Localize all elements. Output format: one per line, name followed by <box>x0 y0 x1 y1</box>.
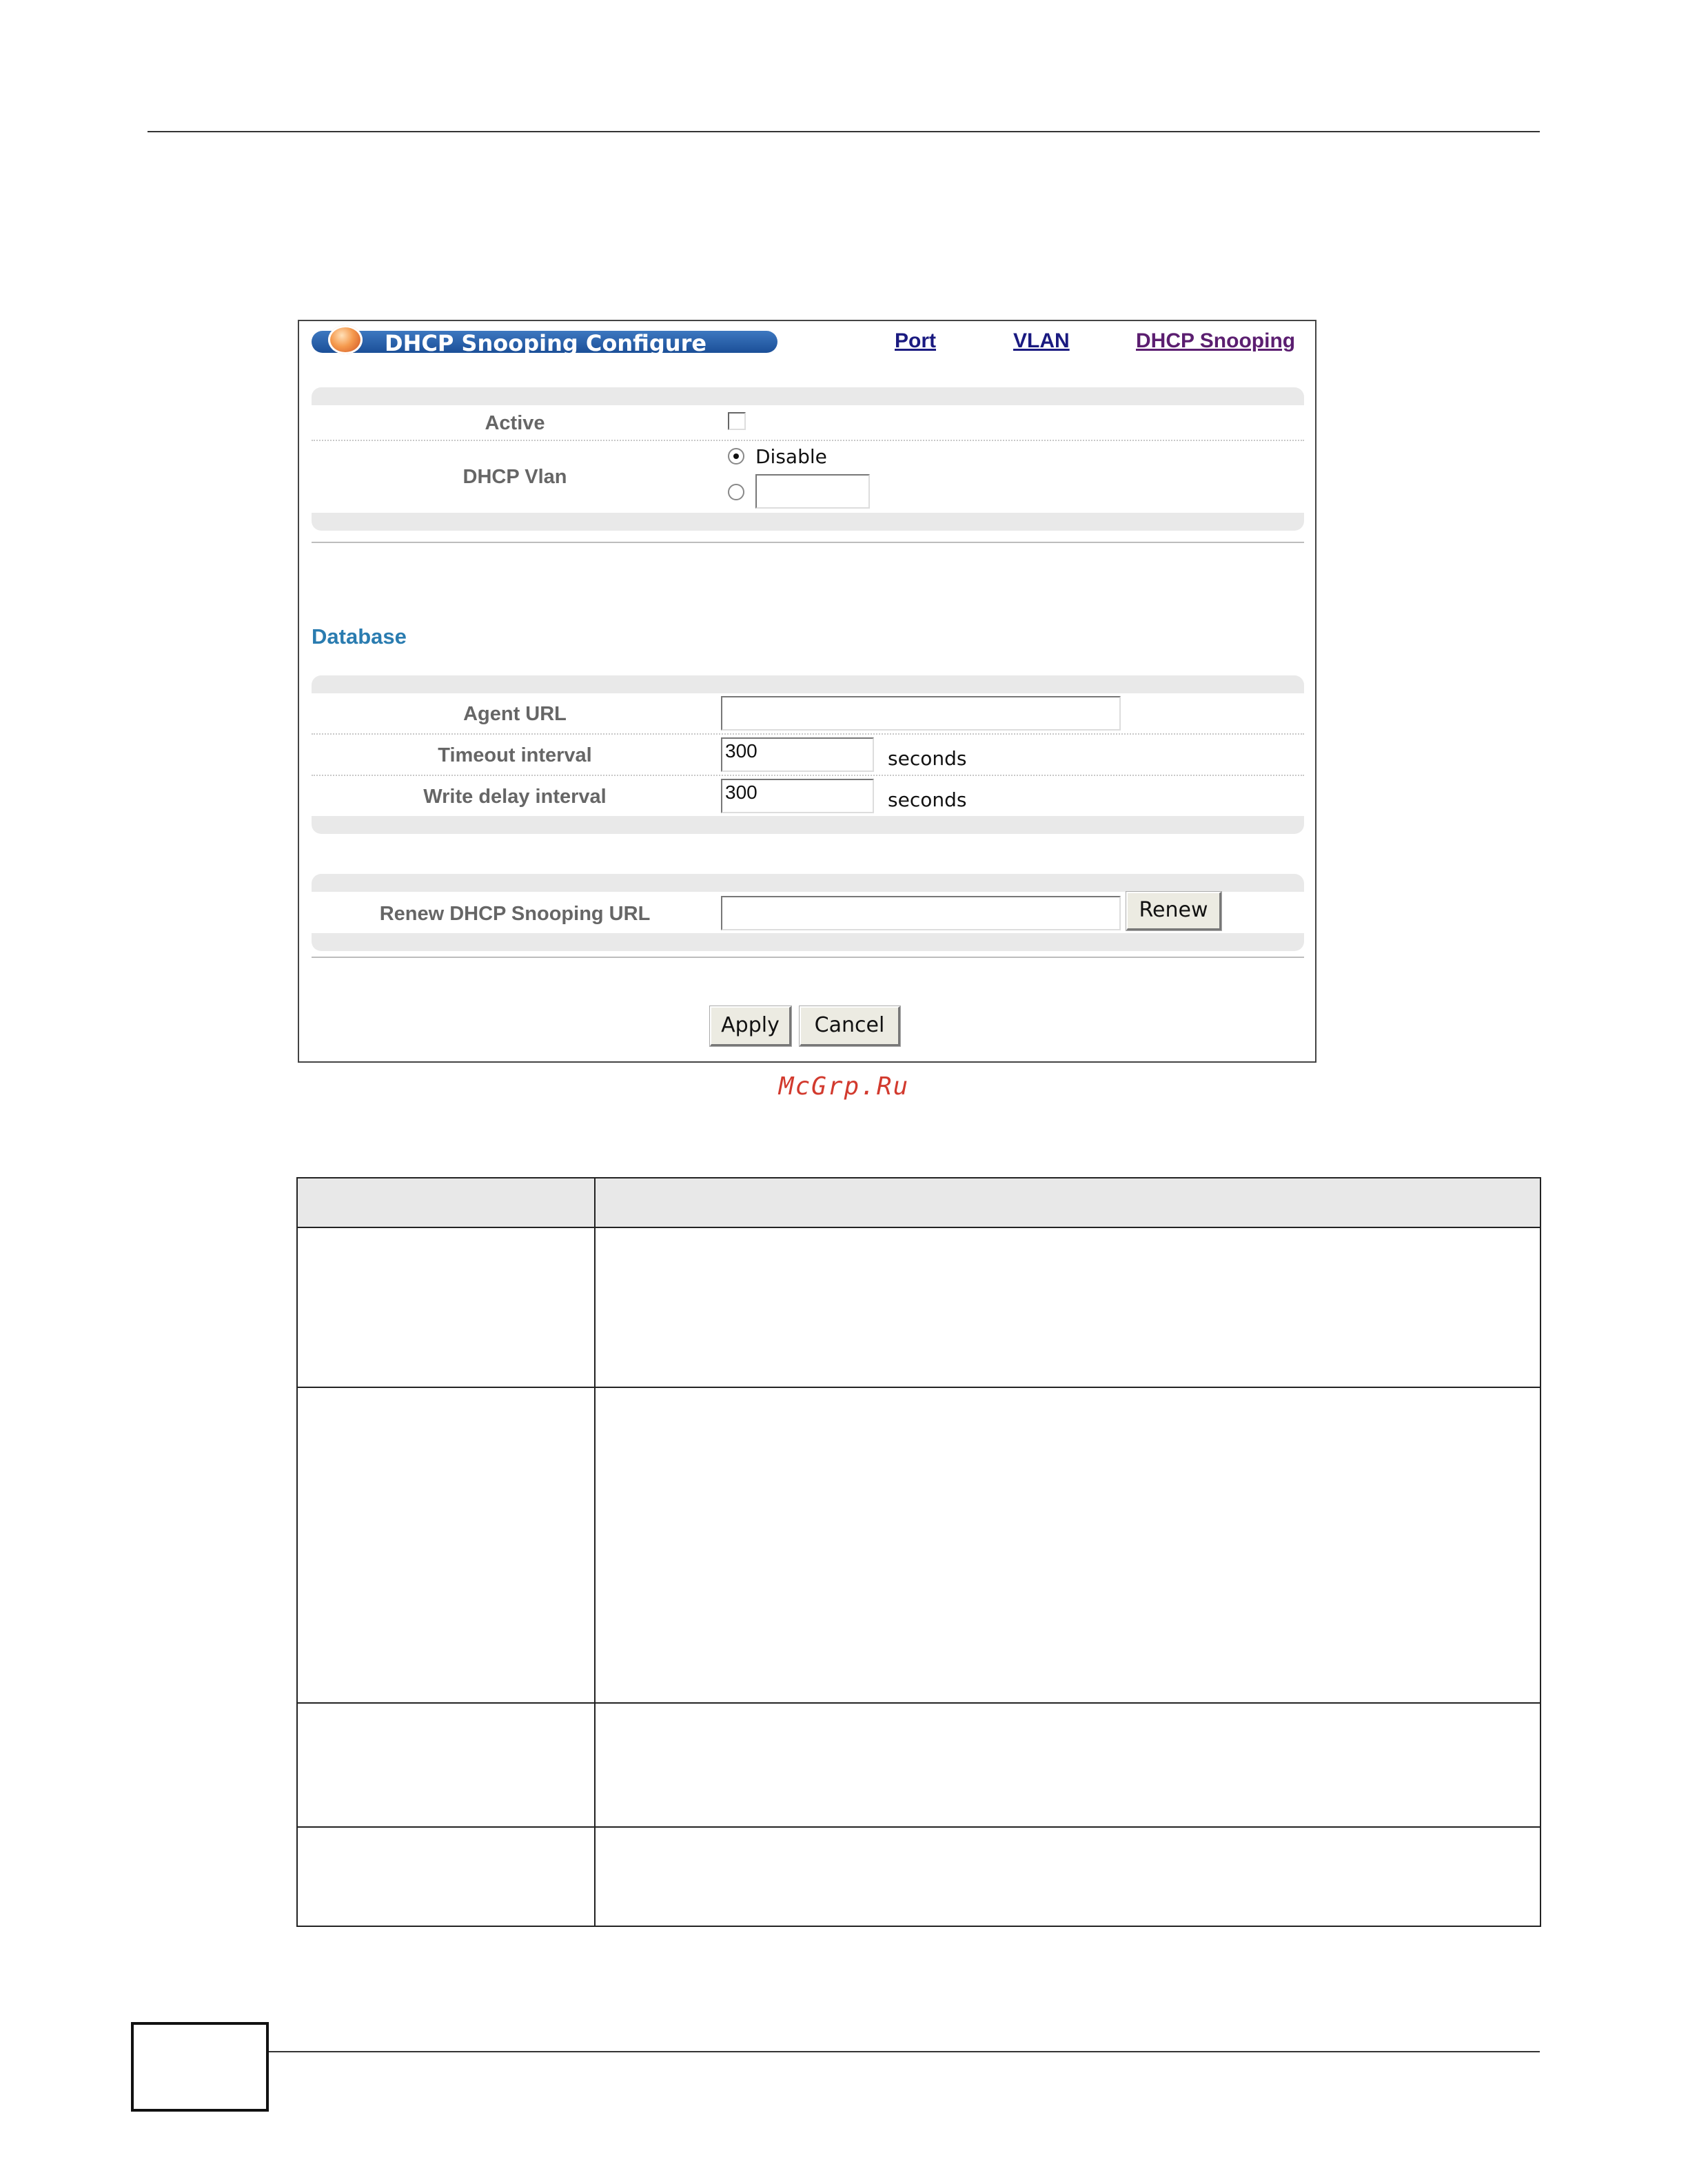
active-label: Active <box>485 412 545 434</box>
table-header-cell <box>594 1177 1541 1228</box>
vlan-id-input[interactable] <box>755 474 870 509</box>
renew-url-label: Renew DHCP Snooping URL <box>379 903 651 925</box>
agent-url-value <box>721 693 1304 733</box>
vlan-disable-label: Disable <box>755 445 827 468</box>
table-cell <box>594 1826 1541 1927</box>
write-delay-input[interactable]: 300 <box>721 779 874 813</box>
table-cell <box>296 1826 596 1927</box>
dhcp-vlan-value <box>721 441 1304 513</box>
dhcp-vlan-row <box>312 440 1304 513</box>
dhcp-vlan-label: DHCP Vlan <box>462 466 567 488</box>
orange-orb-icon <box>328 325 363 354</box>
timeout-row <box>312 733 1304 775</box>
page-title: DHCP Snooping Configure <box>385 330 707 356</box>
table-cell <box>594 1702 1541 1828</box>
actions-divider <box>312 957 1304 958</box>
timeout-unit: seconds <box>888 747 967 770</box>
active-checkbox[interactable] <box>728 412 746 430</box>
timeout-value <box>721 735 1304 775</box>
write-delay-unit: seconds <box>888 788 967 811</box>
active-value <box>721 405 1304 440</box>
agent-url-input[interactable] <box>721 696 1121 731</box>
vlan-id-radio[interactable] <box>728 484 744 500</box>
write-delay-label: Write delay interval <box>423 786 607 808</box>
table-cell <box>296 1227 596 1388</box>
timeout-input[interactable]: 300 <box>721 737 874 772</box>
database-panel <box>312 675 1304 834</box>
watermark: McGrp.Ru <box>778 1072 910 1101</box>
renew-panel <box>312 874 1304 951</box>
renew-button[interactable]: Renew <box>1126 892 1221 930</box>
tab-vlan[interactable]: VLAN <box>1013 329 1070 352</box>
active-row <box>312 405 1304 440</box>
database-heading: Database <box>312 624 407 649</box>
description-table <box>296 1177 1541 1927</box>
renew-row <box>312 892 1304 933</box>
tab-dhcp-snooping[interactable]: DHCP Snooping <box>1136 329 1296 352</box>
footer-rule <box>269 2051 1540 2052</box>
header-rule <box>148 131 1540 132</box>
tab-port[interactable]: Port <box>895 329 936 352</box>
vlan-disable-radio[interactable] <box>728 448 744 465</box>
agent-url-row <box>312 693 1304 733</box>
renew-url-input[interactable] <box>721 896 1121 930</box>
section-divider <box>312 542 1304 543</box>
renew-url-value <box>721 892 1304 933</box>
timeout-label: Timeout interval <box>438 744 592 766</box>
table-cell <box>296 1387 596 1704</box>
apply-button[interactable]: Apply <box>710 1006 791 1046</box>
cancel-button[interactable]: Cancel <box>800 1006 900 1046</box>
write-delay-value <box>721 776 1304 816</box>
agent-url-label: Agent URL <box>463 703 567 725</box>
dhcp-snooping-configure-window <box>298 320 1316 1063</box>
write-delay-row <box>312 775 1304 816</box>
table-header-cell <box>296 1177 596 1228</box>
page-number-box <box>131 2022 269 2112</box>
table-cell <box>594 1387 1541 1704</box>
table-cell <box>594 1227 1541 1388</box>
general-settings-panel <box>312 387 1304 531</box>
table-cell <box>296 1702 596 1828</box>
